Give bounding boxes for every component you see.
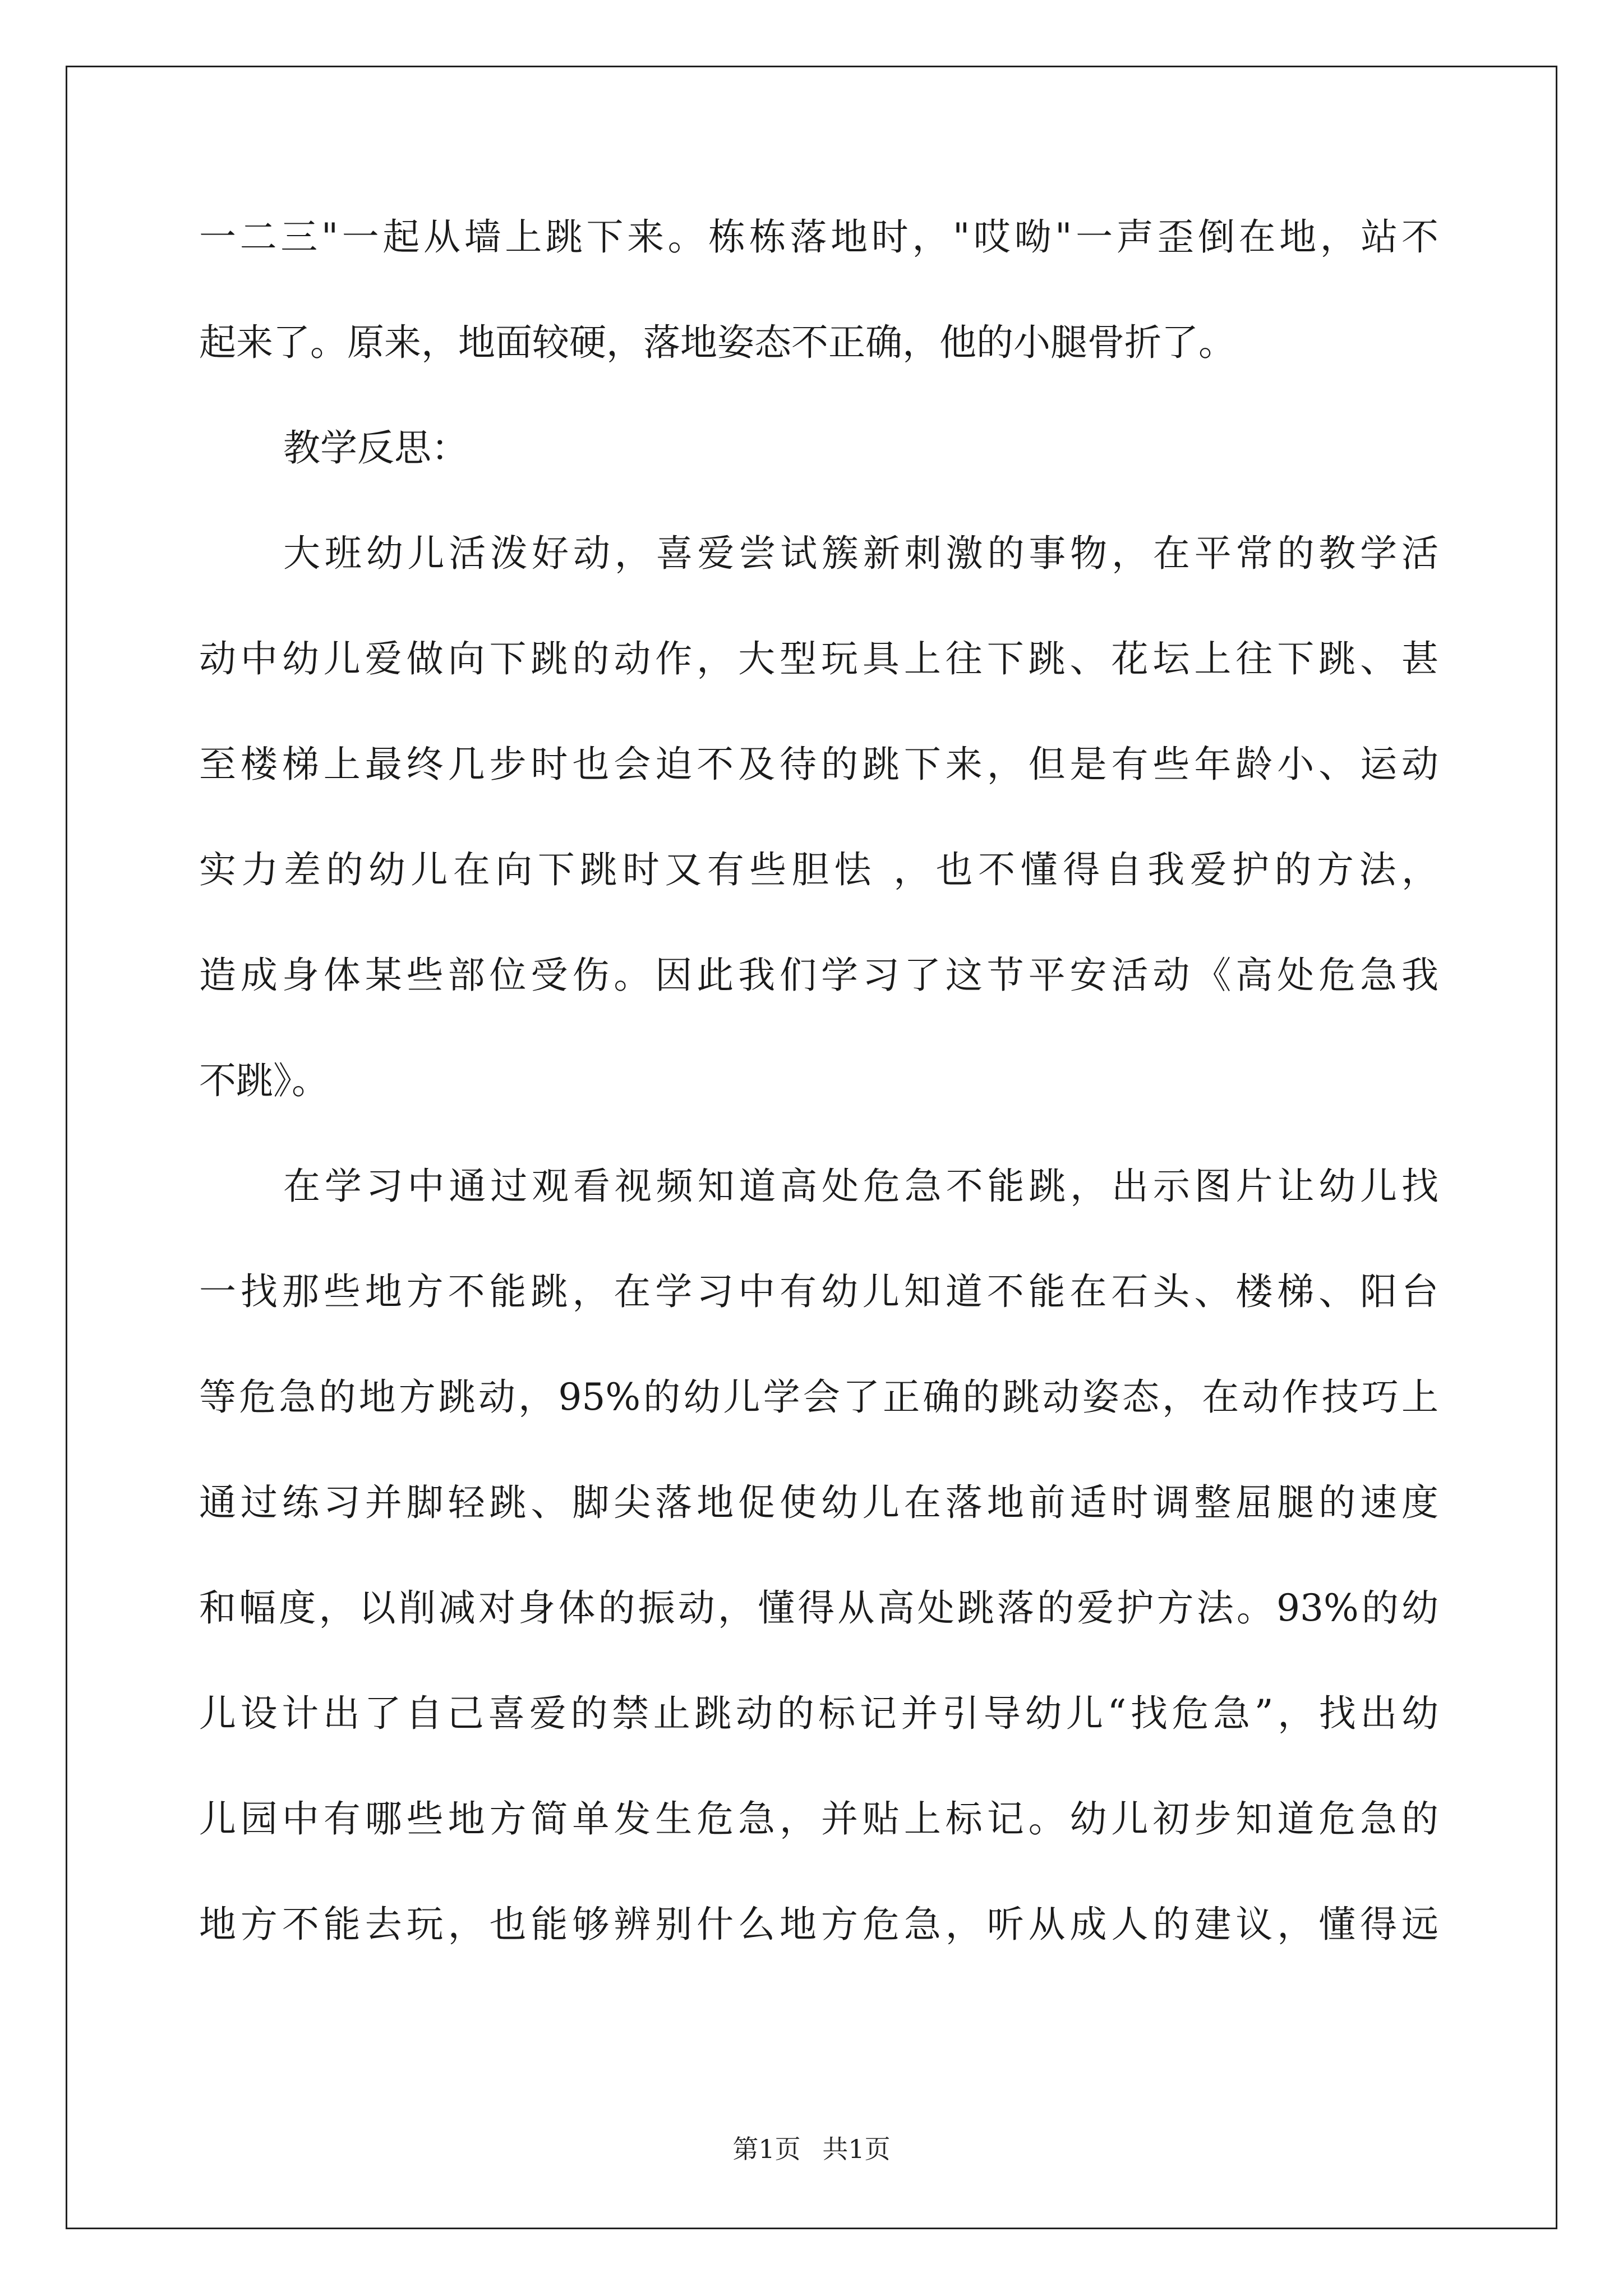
text-line-9: 不跳》。 [199, 1059, 329, 1102]
text-line-12: 等危急的地方跳动，95%的幼儿学会了正确的跳动姿态，在动作技巧上 [199, 1375, 1438, 1419]
page-number: 第1页 [732, 2134, 801, 2164]
text-line-4: 大班幼儿活泼好动，喜爱尝试簇新刺激的事物，在平常的教学活 [283, 532, 1438, 575]
text-line-10: 在学习中通过观看视频知道高处危急不能跳，出示图片让幼儿找 [283, 1165, 1438, 1208]
text-line-14: 和幅度，以削减对身体的振动，懂得从高处跳落的爱护方法。93%的幼 [199, 1586, 1438, 1630]
page-total: 共1页 [822, 2134, 891, 2164]
text-line-16: 儿园中有哪些地方简单发生危急，并贴上标记。幼儿初步知道危急的 [199, 1797, 1438, 1841]
text-line-1: 一二三"一起从墙上跳下来。栋栋落地时，"哎呦"一声歪倒在地，站不 [199, 215, 1438, 259]
text-line-8: 造成身体某些部位受伤。因此我们学习了这节平安活动《高处危急我 [199, 954, 1438, 997]
text-line-2: 起来了。原来，地面较硬，落地姿态不正确，他的小腿骨折了。 [199, 321, 1235, 364]
text-line-5: 动中幼儿爱做向下跳的动作，大型玩具上往下跳、花坛上往下跳、甚 [199, 637, 1438, 680]
page-footer [0, 2129, 1623, 2166]
text-line-13: 通过练习并脚轻跳、脚尖落地促使幼儿在落地前适时调整屈腿的速度 [199, 1481, 1438, 1524]
text-line-15: 儿设计出了自己喜爱的禁止跳动的标记并引导幼儿“找危急”，找出幼 [199, 1692, 1438, 1735]
text-line-17: 地方不能去玩，也能够辨别什么地方危急，听从成人的建议，懂得远 [199, 1903, 1438, 1946]
text-line-11: 一找那些地方不能跳，在学习中有幼儿知道不能在石头、楼梯、阳台 [199, 1270, 1438, 1313]
section-heading: 教学反思： [283, 426, 468, 470]
text-line-6: 至楼梯上最终几步时也会迫不及待的跳下来，但是有些年龄小、运动 [199, 743, 1438, 786]
text-line-7: 实力差的幼儿在向下跳时又有些胆怯 ，也不懂得自我爱护的方法， [199, 848, 1438, 891]
